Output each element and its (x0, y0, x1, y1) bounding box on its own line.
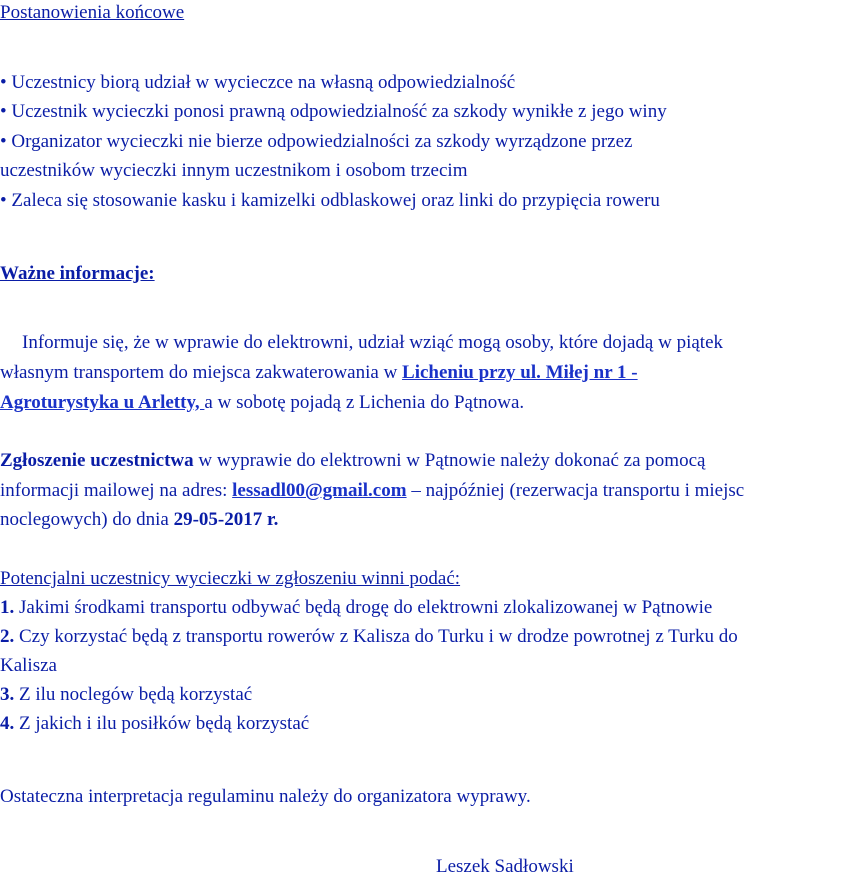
important-heading: Ważne informacje: (0, 263, 155, 284)
closing-bullet: • Zaleca się stosowanie kasku i kamizelki odblaskowej oraz linki do przypięcia roweru (0, 190, 660, 211)
requirement-item-continuation (0, 654, 57, 678)
para1-text: własnym transportem do miejsca zakwaterowania w (0, 362, 403, 383)
closing-heading: Postanowienia końcowe (0, 2, 185, 23)
important-para2-line2 (0, 479, 744, 503)
requirements-heading: Potencjalni uczestnicy wycieczki w zgłoszeniu winni podać: (0, 568, 461, 589)
email-link[interactable]: lessadl00@gmail.com (232, 480, 407, 501)
registration-lead: Zgłoszenie uczestnictwa (0, 450, 194, 471)
requirement-item (0, 625, 738, 649)
requirement-item (0, 596, 712, 620)
important-para2-line1 (0, 449, 705, 473)
final-note: Ostateczna interpretacja regulaminu należy do organizatora wyprawy. (0, 786, 531, 807)
item-number: 1. (0, 597, 15, 618)
item-text: Jakimi środkami transportu odbywać będą drogę do elektrowni zlokalizowanej w Pątnowie (14, 597, 713, 618)
closing-bullet: • Organizator wycieczki nie bierze odpowiedzialności za szkody wyrządzone przez (0, 131, 633, 152)
closing-bullet: • Uczestnik wycieczki ponosi prawną odpowiedzialność za szkody wynikłe z jego winy (0, 101, 667, 122)
requirement-item (0, 712, 309, 736)
item-number: 4. (0, 713, 15, 734)
important-para2-line3 (0, 508, 278, 532)
para2-text: w wyprawie do elektrowni w Pątnowie należy dokonać za pomocą (193, 450, 706, 471)
important-para1-line2 (0, 361, 638, 385)
item-text: Z jakich i ilu posiłków będą korzystać (14, 713, 310, 734)
deadline-date: 29-05-2017 r. (173, 509, 279, 530)
para2-text: informacji mailowej na adres: (0, 480, 233, 501)
item-text: Kalisza (0, 655, 57, 676)
accommodation-link[interactable]: Licheniu przy ul. Miłej nr 1 - (402, 362, 638, 383)
para2-text: noclegowych) do dnia (0, 509, 174, 530)
closing-bullet-continuation: uczestników wycieczki innym uczestnikom i osobom trzecim (0, 160, 468, 181)
para1-text: a w sobotę pojadą z Lichenia do Pątnowa. (204, 392, 525, 413)
important-para1-line1: Informuje się, że w wprawie do elektrowni, udział wziąć mogą osoby, które dojadą w piątek (22, 332, 724, 353)
important-para1-line3 (0, 391, 524, 415)
item-number: 2. (0, 626, 15, 647)
closing-bullet: • Uczestnicy biorą udział w wycieczce na własną odpowiedzialność (0, 72, 516, 93)
item-text: Czy korzystać będą z transportu rowerów z Kalisza do Turku i w drodze powrotnej z Turku do (14, 626, 738, 647)
requirement-item (0, 683, 252, 707)
item-number: 3. (0, 684, 15, 705)
accommodation-link-continuation[interactable]: Agroturystyka u Arletty, (0, 392, 205, 413)
item-text: Z ilu noclegów będą korzystać (14, 684, 253, 705)
para2-text: – najpóźniej (rezerwacja transportu i miejsc (406, 480, 745, 501)
signature: Leszek Sadłowski (436, 856, 574, 877)
